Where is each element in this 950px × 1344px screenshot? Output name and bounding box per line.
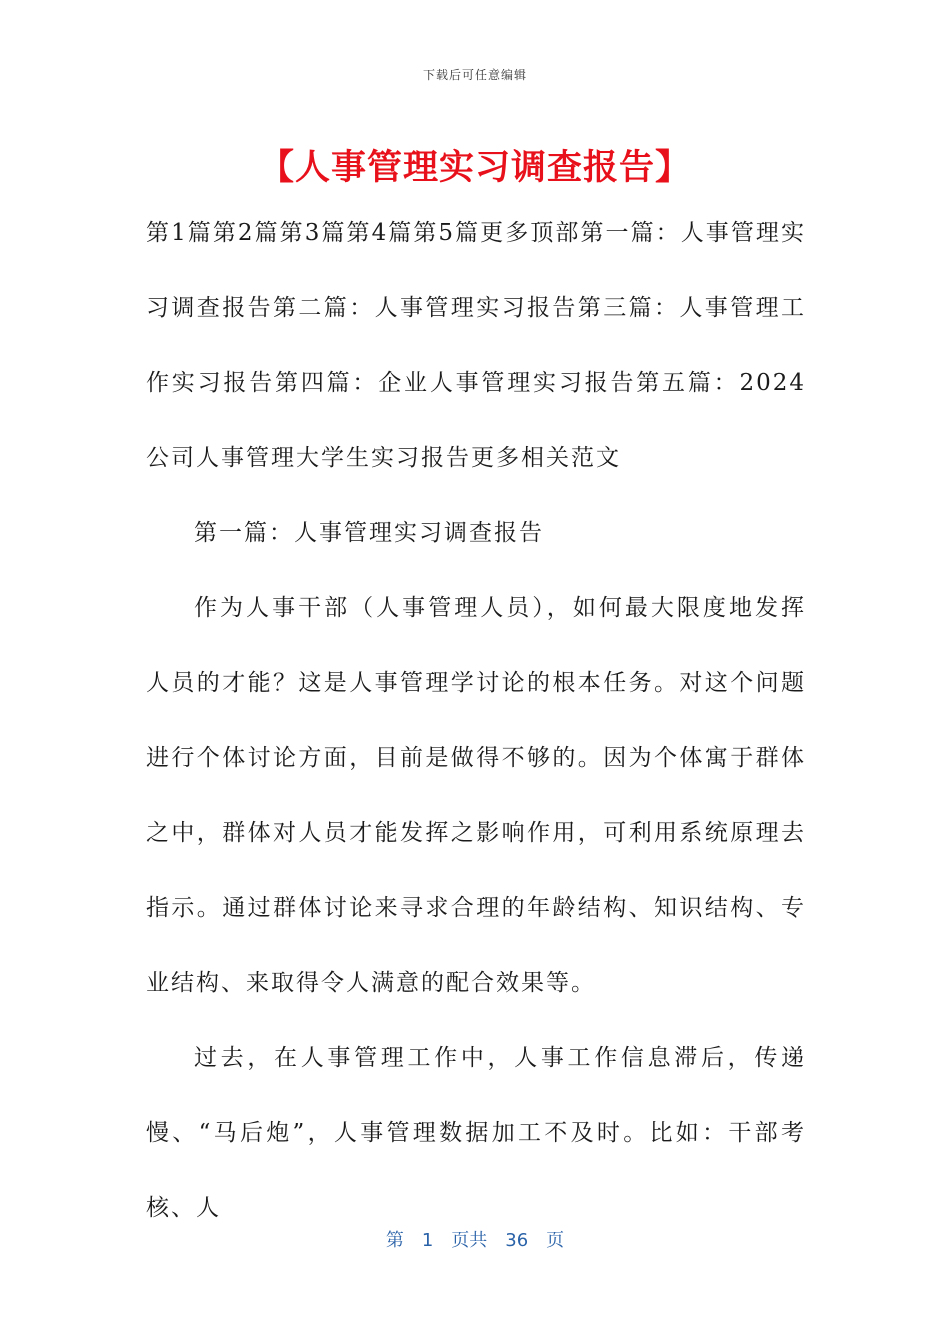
- page-footer: [0, 1226, 950, 1252]
- footer-suffix: 页: [546, 1230, 565, 1251]
- header-note: 下载后可任意编辑: [422, 68, 527, 82]
- footer-middle: 页共: [451, 1230, 488, 1251]
- toc-paragraph: 第1篇第2篇第3篇第4篇第5篇更多顶部第一篇：人事管理实习调查报告第二篇：人事管理实习报告第三篇：人事管理工作实习报告第四篇：企业人事管理实习报告第五篇：2024公司人事管理大学生实习报告更多相关范文: [146, 220, 806, 471]
- footer-total-pages: 36: [505, 1230, 529, 1251]
- section-heading: 第一篇：人事管理实习调查报告: [194, 520, 544, 546]
- body-paragraph: 作为人事干部（人事管理人员），如何最大限度地发挥人员的才能？这是人事管理学讨论的根本任务。对这个问题进行个体讨论方面，目前是做得不够的。因为个体寓于群体之中，群体对人员才能发挥之影响作用，可利用系统原理去指示。通过群体讨论来寻求合理的年龄结构、知识结构、专业结构、来取得令人满意的配合效果等。: [146, 595, 806, 996]
- body-paragraph: 过去，在人事管理工作中，人事工作信息滞后，传递慢、“马后炮”，人事管理数据加工不及时。比如：干部考核、人: [146, 1045, 806, 1221]
- footer-current-page: 1: [421, 1230, 434, 1251]
- document-title: 【人事管理实习调查报告】: [258, 148, 691, 188]
- footer-prefix: 第: [385, 1230, 404, 1251]
- document-body: [146, 196, 806, 1246]
